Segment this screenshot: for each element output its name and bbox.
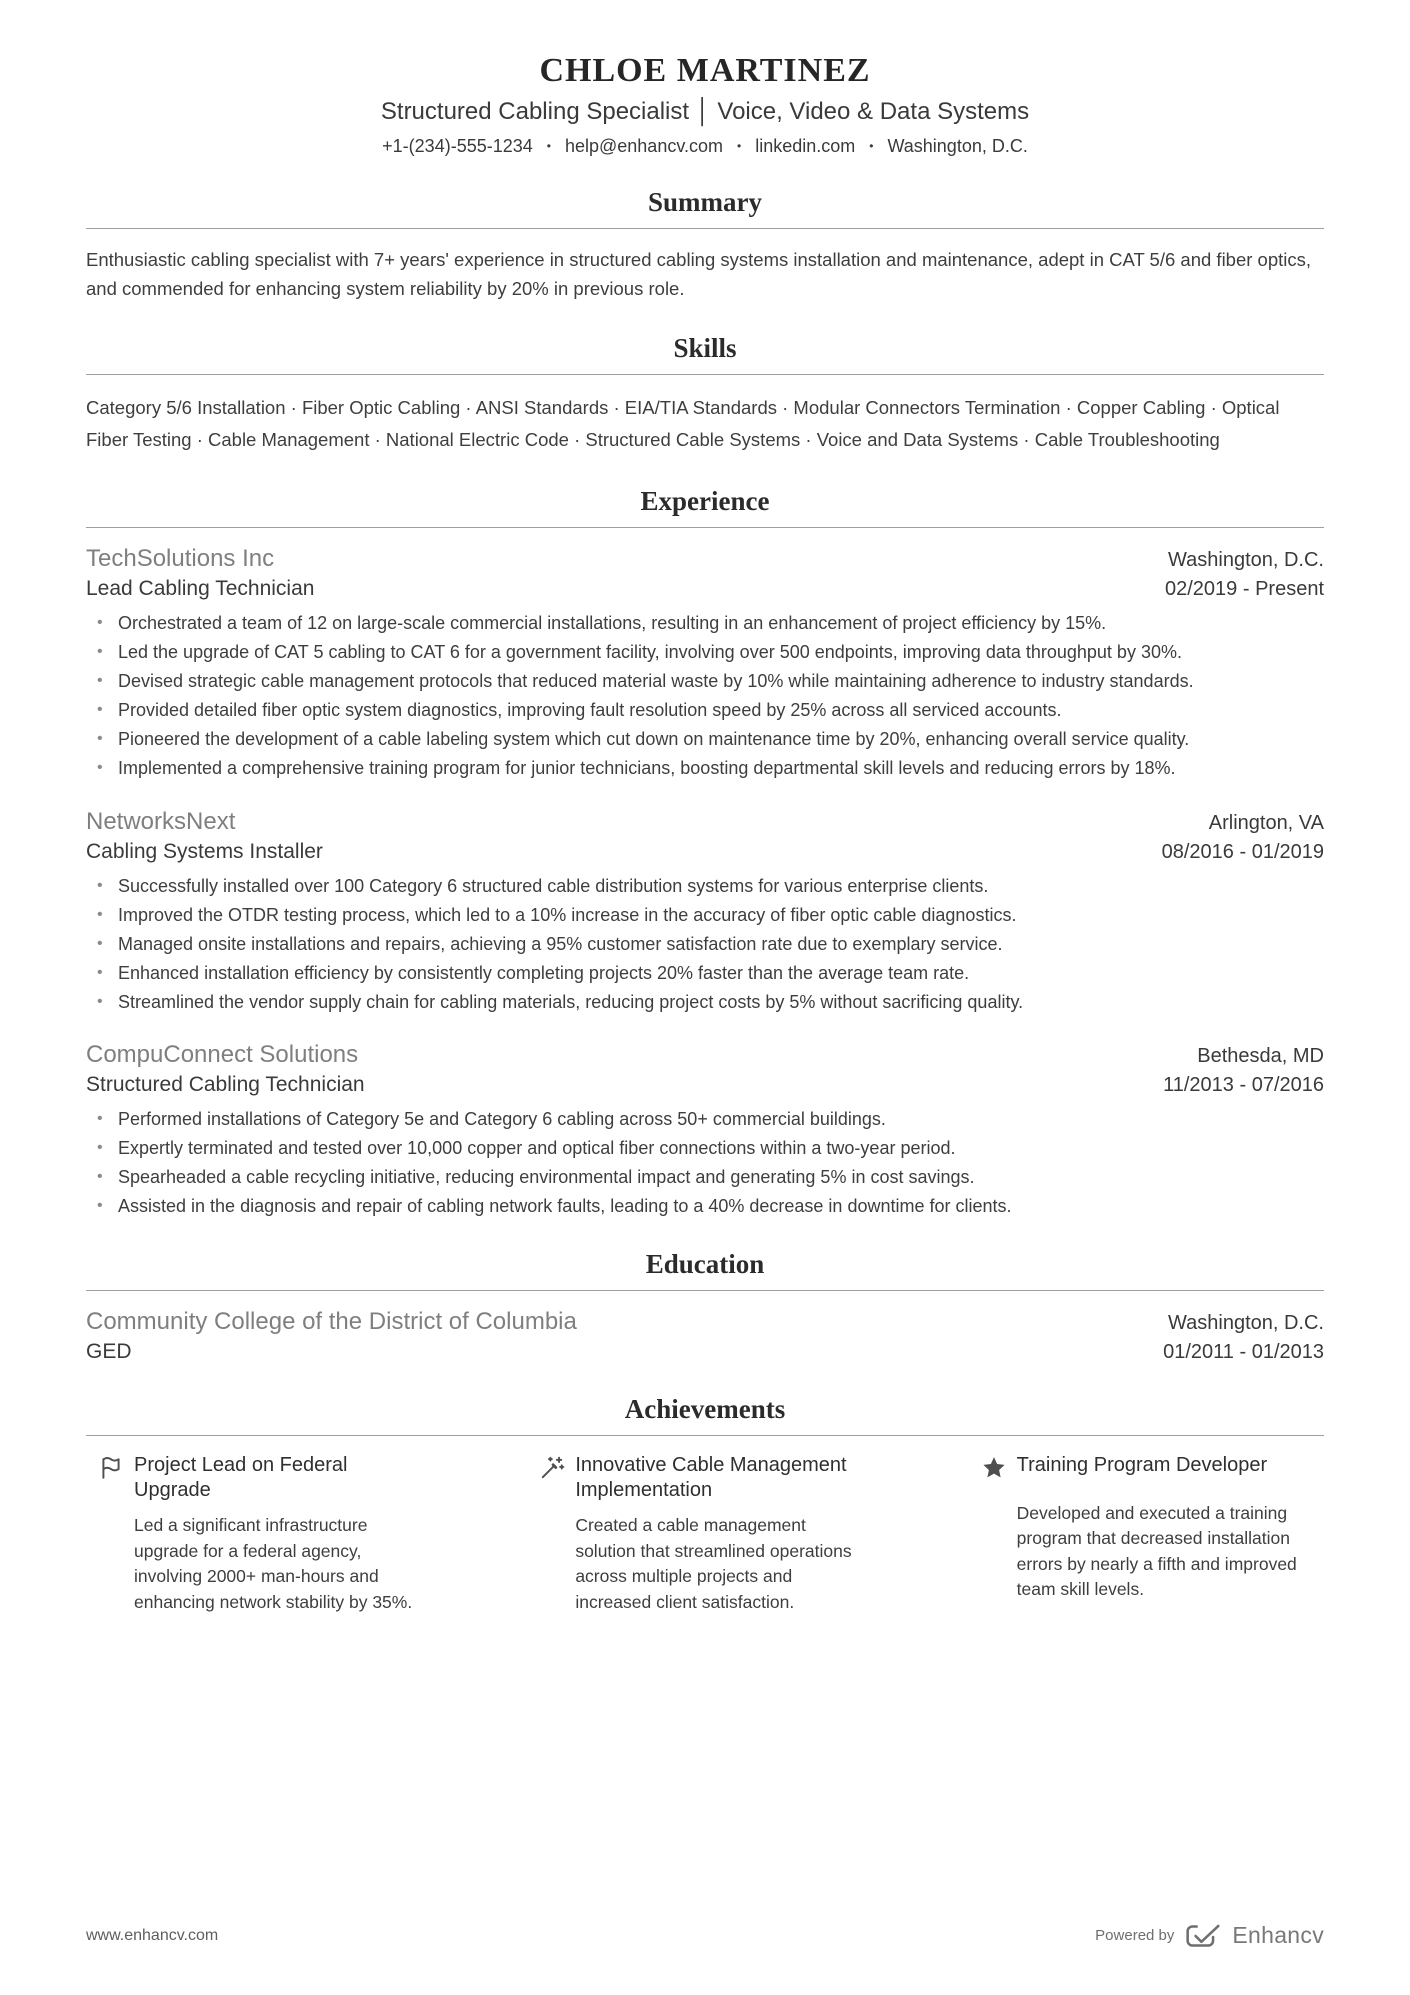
job-location: Washington, D.C. — [1168, 548, 1324, 571]
magic-wand-icon — [539, 1453, 575, 1486]
bullet-item: • Streamlined the vendor supply chain for cabling materials, reducing project costs by 5% without sacrificing quality. — [86, 989, 1324, 1015]
bullet-item: • Expertly terminated and tested over 10,000 copper and optical fiber connections within a two-year period. — [86, 1135, 1324, 1161]
bullet-item: • Implemented a comprehensive training program for junior technicians, boosting departmental skill levels and reducing errors by 18%. — [86, 755, 1324, 781]
job-dates: 08/2016 - 01/2019 — [1161, 840, 1324, 863]
achievement-card — [98, 1453, 429, 1615]
page-footer — [86, 1922, 1324, 1949]
achievement-card — [539, 1453, 870, 1615]
achievement-text: Led a significant infrastructure upgrade for a federal agency, involving 2000+ man-hours and enhancing network stability by 35%. — [134, 1515, 413, 1612]
skills-section — [86, 333, 1324, 456]
person-name: CHLOE MARTINEZ — [539, 52, 871, 89]
bullet-item: • Managed onsite installations and repairs, achieving a 95% customer satisfaction rate due to exemplary service. — [86, 931, 1324, 957]
job-entry — [86, 808, 1324, 1015]
bullet-item: • Enhanced installation efficiency by consistently completing projects 20% faster than the average team rate. — [86, 960, 1324, 986]
bullet-item: • Provided detailed fiber optic system diagnostics, improving fault resolution speed by 25% across all serviced accounts. — [86, 697, 1324, 723]
skills-list: Category 5/6 Installation · Fiber Optic Cabling · ANSI Standards · EIA/TIA Standards · Modular Connectors Termination · Copper Cabling · Optical Fiber Testing · Cable Management · National Electric Code · Structured Cable Systems · Voice and Data Systems · Cable Troubleshooting — [86, 397, 1280, 451]
linkedin-link[interactable]: linkedin.com — [755, 136, 856, 156]
education-section — [86, 1249, 1324, 1364]
section-divider — [86, 527, 1324, 528]
flag-icon — [98, 1453, 134, 1486]
job-title: Structured Cabling Technician — [86, 1073, 365, 1096]
school-name: Community College of the District of Columbia — [86, 1308, 577, 1336]
job-entry — [86, 1041, 1324, 1219]
section-divider — [86, 228, 1324, 229]
job-dates: 11/2013 - 07/2016 — [1163, 1074, 1324, 1096]
job-bullets — [86, 1106, 1324, 1219]
section-divider — [86, 1290, 1324, 1291]
bullet-item: • Led the upgrade of CAT 5 cabling to CAT 6 for a government facility, involving over 500 endpoints, improving data throughput by 30%. — [86, 639, 1324, 665]
location-text: Washington, D.C. — [887, 136, 1028, 156]
bullet-item: • Spearheaded a cable recycling initiative, reducing environmental impact and generating 5% in cost savings. — [86, 1164, 1324, 1190]
enhancv-logo-icon — [1185, 1923, 1221, 1949]
job-subheader-row — [86, 836, 1324, 864]
section-title-achievements: Achievements — [624, 1394, 786, 1425]
phone-number: +1-(234)-555-1234 — [382, 136, 533, 156]
job-location: Arlington, VA — [1208, 811, 1324, 834]
experience-section — [86, 486, 1324, 1219]
headline: Structured Cabling Specialist │ Voice, Video & Data Systems — [380, 98, 1030, 125]
achievement-text: Created a cable management solution that streamlined operations across multiple projects and increased client satisfaction. — [575, 1515, 852, 1612]
company-name: NetworksNext — [86, 807, 236, 835]
education-location: Washington, D.C. — [1168, 1312, 1324, 1335]
summary-section — [86, 187, 1324, 303]
achievement-text: Developed and executed a training program that decreased installation errors by nearly a fifth and improved team skill levels. — [1016, 1502, 1297, 1599]
website-link[interactable]: www.enhancv.com — [86, 1926, 219, 1944]
bullet-item: • Improved the OTDR testing process, which led to a 10% increase in the accuracy of fiber optic cable diagnostics. — [86, 902, 1324, 928]
company-name: CompuConnect Solutions — [86, 1041, 359, 1068]
section-divider — [86, 1435, 1324, 1436]
job-header-row — [86, 545, 1324, 573]
job-bullets — [86, 610, 1324, 782]
bullet-item: • Performed installations of Category 5e and Category 6 cabling across 50+ commercial buildings. — [86, 1106, 1324, 1132]
achievement-title: Project Lead on Federal Upgrade — [134, 1454, 348, 1502]
powered-by-block — [1095, 1922, 1324, 1949]
job-subheader-row — [86, 573, 1324, 601]
contact-separator-icon: • — [737, 138, 742, 153]
education-dates: 01/2011 - 01/2013 — [1163, 1341, 1324, 1364]
job-subheader-row — [86, 1069, 1324, 1097]
achievement-card — [981, 1453, 1312, 1615]
star-icon — [981, 1453, 1017, 1486]
job-header-row — [86, 808, 1324, 836]
resume-header — [86, 52, 1324, 157]
education-header-row — [86, 1308, 1324, 1336]
job-location: Bethesda, MD — [1197, 1045, 1324, 1067]
job-entry — [86, 545, 1324, 782]
powered-by-label: Powered by — [1095, 1927, 1175, 1944]
achievement-title: Innovative Cable Management Implementation — [575, 1454, 847, 1502]
company-name: TechSolutions Inc — [86, 544, 275, 572]
achievements-section — [86, 1394, 1324, 1615]
summary-text: Enthusiastic cabling specialist with 7+ years' experience in structured cabling systems installation and maintenance, adept in CAT 5/6 and fiber optics, and commended for enhancing system reliability by 20% in previous role. — [86, 249, 1312, 299]
contact-row — [86, 136, 1324, 157]
job-dates: 02/2019 - Present — [1165, 577, 1324, 600]
brand-name: Enhancv — [1232, 1922, 1324, 1948]
bullet-item: • Assisted in the diagnosis and repair of cabling network faults, leading to a 40% decrease in downtime for clients. — [86, 1193, 1324, 1219]
bullet-item: • Orchestrated a team of 12 on large-scale commercial installations, resulting in an enhancement of project efficiency by 15%. — [86, 610, 1324, 636]
job-title: Cabling Systems Installer — [86, 839, 323, 863]
email-link[interactable]: help@enhancv.com — [564, 136, 723, 156]
degree-name: GED — [86, 1340, 132, 1364]
contact-separator-icon: • — [546, 138, 551, 153]
bullet-item: • Pioneered the development of a cable labeling system which cut down on maintenance time by 20%, enhancing overall service quality. — [86, 726, 1324, 752]
education-subheader-row — [86, 1336, 1324, 1364]
achievement-title: Training Program Developer — [1016, 1454, 1268, 1477]
contact-separator-icon: • — [869, 138, 874, 153]
section-title-skills: Skills — [673, 333, 737, 364]
section-divider — [86, 374, 1324, 375]
job-title: Lead Cabling Technician — [86, 576, 315, 600]
section-title-summary: Summary — [648, 187, 762, 217]
section-title-education: Education — [645, 1249, 765, 1280]
section-title-experience: Experience — [640, 485, 770, 516]
job-header-row — [86, 1041, 1324, 1069]
achievements-grid — [86, 1453, 1324, 1615]
job-bullets — [86, 873, 1324, 1015]
bullet-item: • Devised strategic cable management protocols that reduced material waste by 10% while maintaining adherence to industry standards. — [86, 668, 1324, 694]
bullet-item: • Successfully installed over 100 Category 6 structured cable distribution systems for various enterprise clients. — [86, 873, 1324, 899]
education-entry — [86, 1308, 1324, 1364]
